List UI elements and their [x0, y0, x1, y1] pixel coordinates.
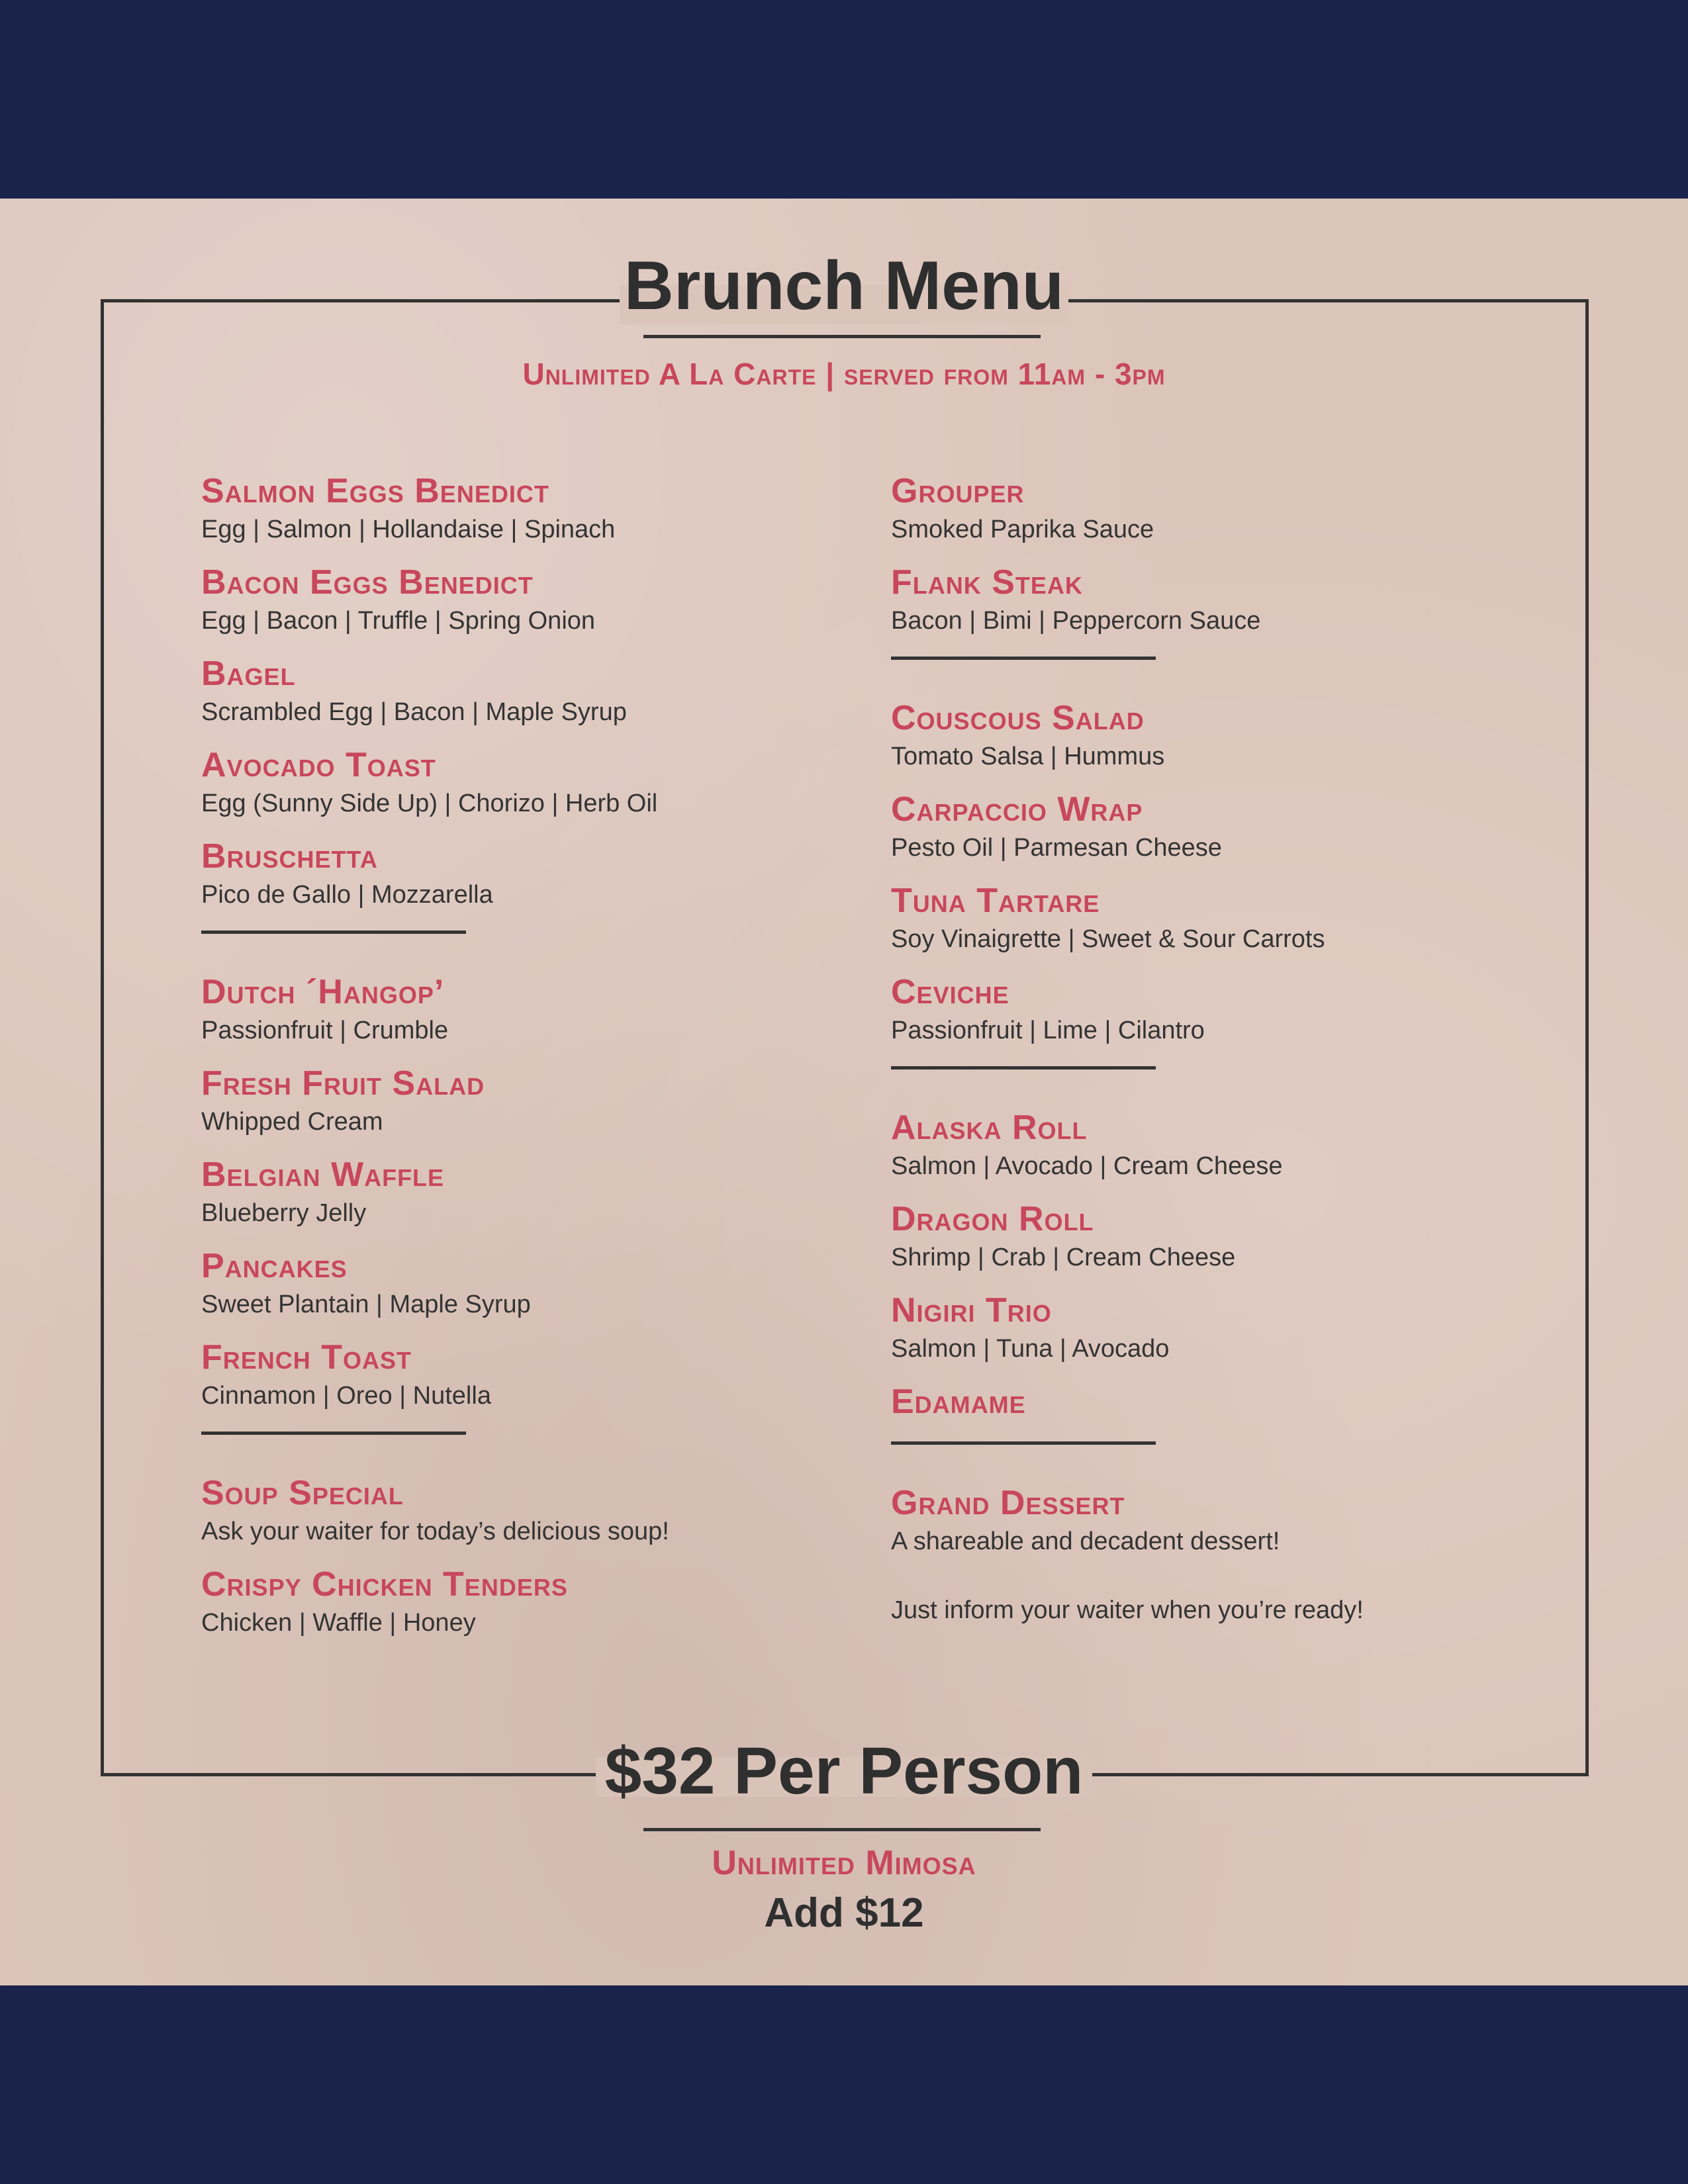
item-description: Salmon | Avocado | Cream Cheese: [891, 1152, 1283, 1180]
item-name: Grouper: [891, 472, 1025, 510]
item-description: Bacon | Bimi | Peppercorn Sauce: [891, 607, 1261, 635]
menu-group-sweet: [201, 971, 863, 1413]
menu-item: [201, 1154, 863, 1230]
item-description: Egg (Sunny Side Up) | Chorizo | Herb Oil: [201, 790, 658, 817]
item-name: Bagel: [201, 655, 296, 693]
item-description: Blueberry Jelly: [201, 1199, 367, 1227]
menu-title: Brunch Menu: [624, 248, 1064, 324]
menu-item: [201, 835, 863, 912]
item-name: Soup Special: [201, 1474, 404, 1512]
menu-item: [201, 744, 863, 821]
item-name: Nigiri Trio: [891, 1291, 1052, 1330]
item-name: Tuna Tartare: [891, 882, 1100, 920]
item-description: Tomato Salsa | Hummus: [891, 743, 1165, 770]
item-name: Avocado Toast: [201, 746, 436, 784]
left-column: [201, 470, 863, 1655]
menu-item: [201, 653, 863, 729]
menu-group-light: [891, 697, 1553, 1048]
item-description: Pesto Oil | Parmesan Cheese: [891, 834, 1222, 862]
menu-tagline: Unlimited A La Carte | served from 11am - 3pm: [522, 357, 1166, 391]
menu-group-extras: [201, 1472, 863, 1640]
section-divider: [891, 657, 1156, 660]
menu-group-mains: [891, 470, 1553, 638]
section-divider: [201, 931, 466, 934]
menu-item: [891, 561, 1553, 638]
price-heading: $32 Per Person: [604, 1734, 1084, 1808]
mimosa-label: Unlimited Mimosa: [712, 1844, 976, 1882]
item-description: Shrimp | Crab | Cream Cheese: [891, 1244, 1236, 1271]
menu-item: [201, 1563, 863, 1640]
menu-group-savory: [201, 470, 863, 912]
menu-item: [891, 1482, 1553, 1559]
menu-item: [891, 1198, 1553, 1275]
item-name: Carpaccio Wrap: [891, 790, 1143, 829]
item-description: Egg | Salmon | Hollandaise | Spinach: [201, 516, 616, 543]
dessert-note: Just inform your waiter when you’re ready!: [891, 1596, 1364, 1624]
item-description: Passionfruit | Crumble: [201, 1017, 449, 1044]
item-name: Couscous Salad: [891, 699, 1145, 737]
item-name: Crispy Chicken Tenders: [201, 1565, 568, 1604]
menu-group-sushi: [891, 1107, 1553, 1423]
item-description: Sweet Plantain | Maple Syrup: [201, 1291, 531, 1318]
menu-item: [891, 880, 1553, 956]
price-underline: [643, 1828, 1041, 1831]
menu-item: [201, 1245, 863, 1322]
item-name: Ceviche: [891, 973, 1009, 1011]
menu-item: [891, 788, 1553, 865]
menu-item: [891, 971, 1553, 1048]
item-description: Soy Vinaigrette | Sweet & Sour Carrots: [891, 925, 1325, 953]
section-divider: [891, 1441, 1156, 1445]
title-underline: [643, 335, 1041, 338]
menu-paper: [0, 199, 1688, 1985]
item-name: Salmon Eggs Benedict: [201, 472, 549, 510]
item-name: Alaska Roll: [891, 1109, 1088, 1147]
item-name: French Toast: [201, 1338, 412, 1377]
menu-item: [891, 697, 1553, 774]
menu-item: [891, 1107, 1553, 1183]
bottom-band: [0, 1985, 1688, 2184]
item-description: Whipped Cream: [201, 1108, 383, 1136]
menu-item: [891, 1289, 1553, 1366]
item-description: Salmon | Tuna | Avocado: [891, 1335, 1170, 1363]
item-description: Smoked Paprika Sauce: [891, 516, 1154, 543]
item-description: Cinnamon | Oreo | Nutella: [201, 1382, 491, 1410]
item-description: Chicken | Waffle | Honey: [201, 1609, 476, 1637]
item-name: Grand Dessert: [891, 1484, 1125, 1522]
item-name: Dutch ´Hangop’: [201, 973, 445, 1011]
menu-item: [201, 1472, 863, 1549]
menu-item: [891, 1381, 1553, 1423]
menu-item: [201, 971, 863, 1048]
mimosa-price: Add $12: [764, 1890, 924, 1936]
item-name: Bacon Eggs Benedict: [201, 563, 534, 602]
menu-item: [201, 1336, 863, 1413]
item-name: Pancakes: [201, 1247, 348, 1285]
item-name: Edamame: [891, 1383, 1026, 1421]
section-divider: [891, 1066, 1156, 1069]
item-name: Belgian Waffle: [201, 1156, 445, 1194]
item-description: Ask your waiter for today’s delicious soup!: [201, 1518, 669, 1545]
menu-group-dessert: [891, 1482, 1553, 1627]
item-description: Egg | Bacon | Truffle | Spring Onion: [201, 607, 596, 635]
item-description: Passionfruit | Lime | Cilantro: [891, 1017, 1205, 1044]
menu-item: [201, 1062, 863, 1139]
item-name: Dragon Roll: [891, 1200, 1094, 1238]
menu-item: [201, 470, 863, 547]
menu-item: [201, 561, 863, 638]
menu-item: [891, 470, 1553, 547]
item-description: A shareable and decadent dessert!: [891, 1527, 1280, 1555]
item-description: Scrambled Egg | Bacon | Maple Syrup: [201, 698, 627, 726]
section-divider: [201, 1432, 466, 1435]
item-name: Flank Steak: [891, 563, 1083, 602]
top-band: [0, 0, 1688, 199]
item-name: Fresh Fruit Salad: [201, 1064, 485, 1103]
item-name: Bruschetta: [201, 837, 378, 876]
item-description: Pico de Gallo | Mozzarella: [201, 881, 493, 909]
right-column: [891, 470, 1553, 1627]
